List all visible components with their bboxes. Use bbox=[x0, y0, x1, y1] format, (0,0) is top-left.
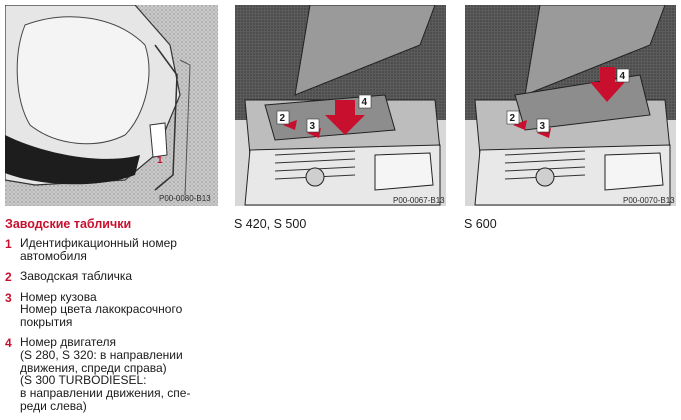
engine-bay-illustration bbox=[465, 5, 676, 206]
engine-bay-illustration bbox=[235, 5, 446, 206]
callout-3: 3 bbox=[539, 121, 546, 132]
callout-2: 2 bbox=[509, 113, 516, 124]
callout-4: 4 bbox=[619, 71, 626, 82]
legend-number: 3 bbox=[5, 290, 12, 305]
figure-engine-s600 bbox=[465, 5, 676, 206]
callout-2: 2 bbox=[279, 113, 286, 124]
callout-3: 3 bbox=[309, 121, 316, 132]
legend-item bbox=[5, 291, 231, 329]
callout-4: 4 bbox=[361, 97, 368, 108]
figure-seat-floor bbox=[5, 5, 218, 206]
legend-number: 4 bbox=[5, 335, 12, 350]
callout-1: 1 bbox=[157, 155, 163, 166]
legend-number: 1 bbox=[5, 237, 12, 251]
legend-text: Номер двигателя (S 280, S 320: в направлении движения, спреди справа) (S 300 TURBODIESEL: в направлении движения, спе- реди слева) bbox=[20, 334, 191, 413]
legend-item bbox=[5, 270, 231, 284]
figure-code: P00-0067-B13 bbox=[393, 196, 445, 205]
legend-text: Заводская табличка bbox=[20, 268, 133, 283]
figure-caption-s600: S 600 bbox=[464, 217, 497, 231]
figure-engine-s420-s500 bbox=[235, 5, 446, 206]
figure-caption-s420-s500: S 420, S 500 bbox=[234, 217, 307, 231]
legend-text: Идентификационный номер автомобиля bbox=[20, 236, 177, 263]
legend-number: 2 bbox=[5, 269, 12, 284]
section-title: Заводские таблички bbox=[5, 217, 132, 231]
figure-code: P00-0070-B13 bbox=[623, 196, 675, 205]
legend-text: Номер кузова Номер цвета лакокрасочного покрытия bbox=[20, 289, 183, 330]
legend-item bbox=[5, 336, 231, 413]
legend-list bbox=[5, 237, 231, 420]
seat-floor-illustration bbox=[5, 5, 218, 206]
legend-item bbox=[5, 237, 231, 263]
figure-code: P00-0080-B13 bbox=[159, 194, 211, 203]
